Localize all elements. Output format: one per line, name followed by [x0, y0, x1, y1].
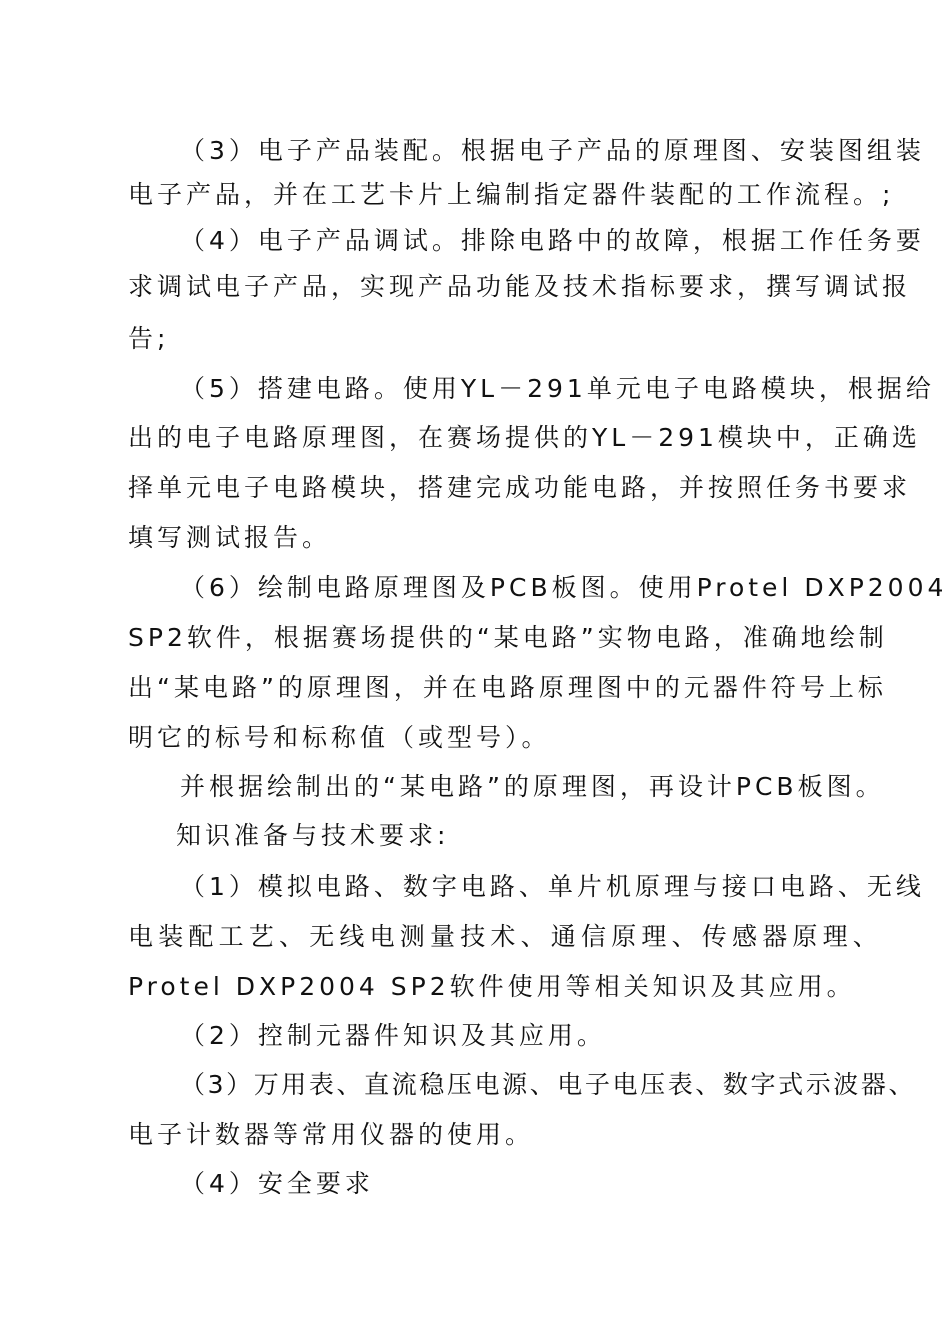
text-line: （2）控制元器件知识及其应用。 [180, 1021, 606, 1050]
text-line: （5）搭建电路。使用YL－291单元电子电路模块，根据给 [180, 374, 935, 403]
text-line: （4）安全要求 [180, 1169, 374, 1198]
text-line: （4）电子产品调试。排除电路中的故障，根据工作任务要 [180, 226, 925, 255]
text-line: （3）万用表、直流稳压电源、电子电压表、数字式示波器、 [180, 1070, 917, 1099]
text-line: （3）电子产品装配。根据电子产品的原理图、安装图组装 [180, 136, 925, 165]
text-line: 并根据绘制出的“某电路”的原理图，再设计PCB板图。 [180, 772, 885, 801]
text-line: 电子产品，并在工艺卡片上编制指定器件装配的工作流程。; [128, 180, 895, 209]
text-line: SP2软件，根据赛场提供的“某电路”实物电路，准确地绘制 [128, 623, 888, 652]
text-line: 择单元电子电路模块，搭建完成功能电路，并按照任务书要求 [128, 473, 912, 502]
text-line: 电子计数器等常用仪器的使用。 [128, 1120, 535, 1149]
text-line: 填写测试报告。 [128, 523, 332, 552]
text-line: 明它的标号和标称值（或型号）。 [128, 723, 551, 752]
text-line: 告; [128, 324, 170, 353]
text-line: 知识准备与技术要求: [176, 821, 450, 850]
text-line: （1）模拟电路、数字电路、单片机原理与接口电路、无线 [180, 872, 925, 901]
text-line: 出的电子电路原理图，在赛场提供的YL－291模块中，正确选 [128, 423, 921, 452]
text-line: （6）绘制电路原理图及PCB板图。使用Protel DXP2004 [180, 573, 948, 602]
text-line: Protel DXP2004 SP2软件使用等相关知识及其应用。 [128, 972, 856, 1001]
text-line: 电装配工艺、无线电测量技术、通信原理、传感器原理、 [128, 922, 884, 951]
text-line: 求调试电子产品，实现产品功能及技术指标要求，撰写调试报 [128, 272, 912, 301]
text-line: 出“某电路”的原理图，并在电路原理图中的元器件符号上标 [128, 673, 887, 702]
